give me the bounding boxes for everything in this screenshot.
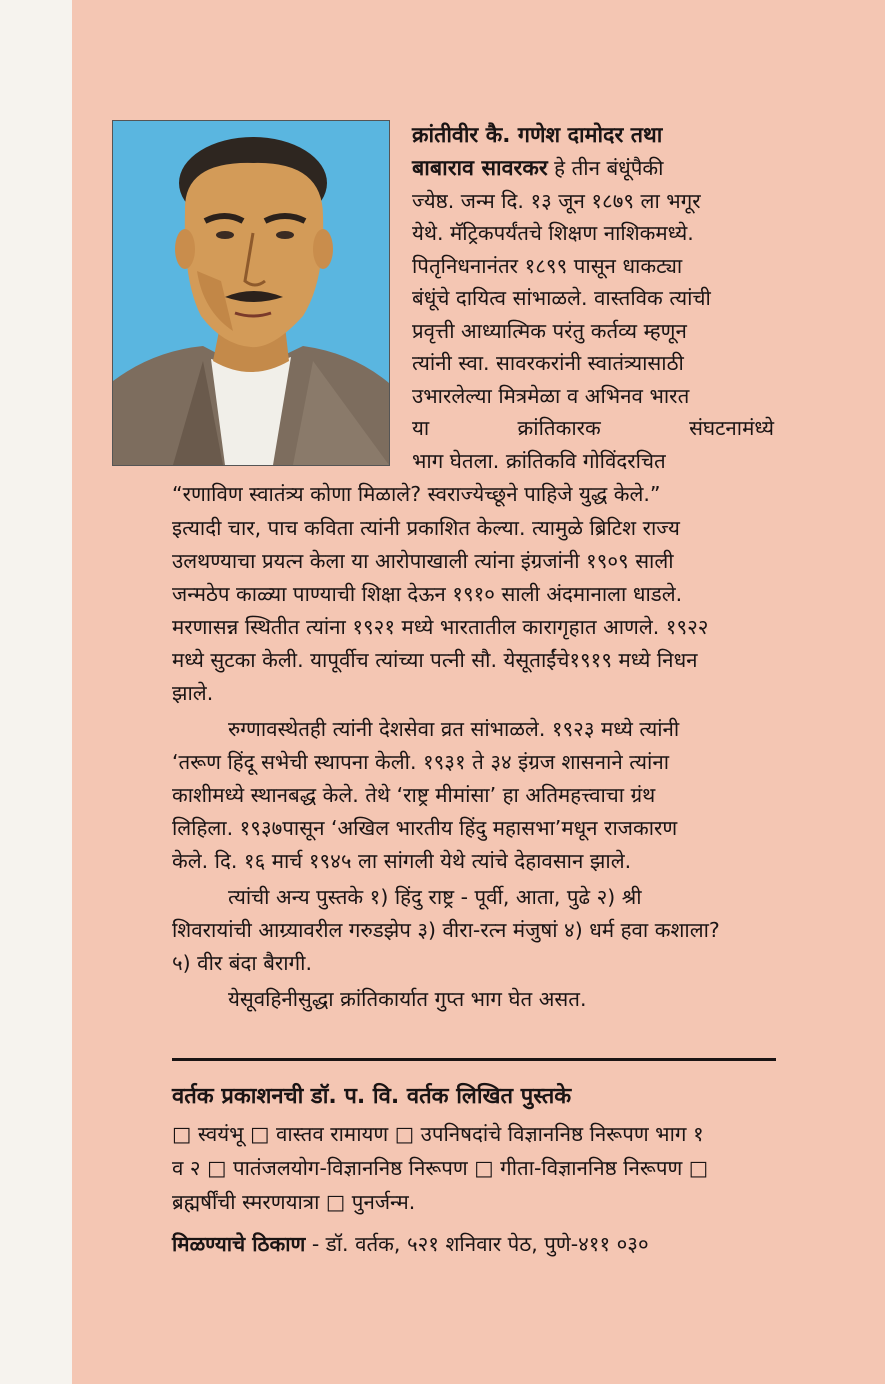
para2-line: ‘तरूण हिंदू सभेची स्थापना केली. १९३१ ते ३४ इंग्रज शासनाने त्यांना [172, 750, 670, 774]
intro-line: भाग घेतला. क्रांतिकवि गोविंदरचित [412, 449, 666, 473]
para1-line: जन्मठेप काळ्या पाण्याची शिक्षा देऊन १९१० साली अंदमानाला धाडले. [172, 582, 683, 606]
intro-line-rest: हे तीन बंधूंपैकी [547, 156, 664, 180]
para1-line: इत्यादी चार, पाच कविता त्यांनी प्रकाशित केल्या. त्यामुळे ब्रिटिश राज्य [172, 516, 680, 540]
address-text: - डॉ. वर्तक, ५२१ शनिवार पेठ, पुणे-४११ ०३० [305, 1232, 649, 1256]
books-heading: वर्तक प्रकाशनची डॉ. प. वि. वर्तक लिखित पुस्तके [172, 1084, 572, 1109]
intro-line: पितृनिधनानंतर १८९९ पासून धाकट्या [412, 254, 683, 278]
para1-line: मध्ये सुटका केली. यापूर्वीच त्यांच्या पत्नी सौ. येसूताईंचे१९१९ मध्ये निधन [172, 648, 698, 672]
intro-line [412, 412, 774, 445]
para1-line: मरणासन्न स्थितीत त्यांना १९२१ मध्ये भारतातील कारागृहात आणले. १९२२ [172, 615, 709, 639]
intro-line: क्रांतीवीर कै. गणेश दामोदर तथा [412, 123, 663, 148]
intro-line [412, 152, 663, 186]
para1-line: “रणाविण स्वातंत्र्य कोणा मिळाले? स्वराज्येच्छूने पाहिजे युद्ध केले.” [172, 482, 661, 506]
intro-line: बंधूंचे दायित्व सांभाळले. वास्तविक त्यांची [412, 286, 711, 310]
para2-line: काशीमध्ये स्थानबद्ध केले. तेथे ‘राष्ट्र मीमांसा’ हा अतिमहत्त्वाचा ग्रंथ [172, 783, 656, 807]
portrait-image [112, 120, 390, 466]
intro-line: ज्येष्ठ. जन्म दि. १३ जून १८७९ ला भगूर [412, 189, 701, 213]
intro-line: प्रवृत्ती आध्यात्मिक परंतु कर्तव्य म्हणून [412, 319, 687, 343]
word: संघटनामंध्ये [689, 416, 774, 440]
para2-line: केले. दि. १६ मार्च १९४५ ला सांगली येथे त्यांचे देहावसान झाले. [172, 849, 632, 873]
divider [172, 1058, 776, 1061]
para2-line: रुग्णावस्थेतही त्यांनी देशसेवा व्रत सांभाळले. १९२३ मध्ये त्यांनी [228, 717, 680, 741]
books-line: व २ □ पातंजलयोग-विज्ञाननिष्ठ निरूपण □ गीता-विज्ञाननिष्ठ निरूपण □ [172, 1156, 709, 1180]
books-line: ब्रह्मर्षींची स्मरणयात्रा □ पुनर्जन्म. [172, 1190, 416, 1214]
portrait-illustration [113, 121, 389, 465]
para3-line: त्यांची अन्य पुस्तके १) हिंदु राष्ट्र - पूर्वी, आता, पुढे २) श्री [228, 885, 642, 909]
word: या [412, 416, 430, 440]
subject-name: बाबाराव सावरकर [412, 156, 548, 181]
intro-line: त्यांनी स्वा. सावरकरांनी स्वातंत्र्यासाठी [412, 351, 684, 375]
para1-line: झाले. [172, 681, 214, 705]
para1-line: उलथण्याचा प्रयत्न केला या आरोपाखाली त्यांना इंग्रजांनी १९०९ साली [172, 549, 674, 573]
para3-line: शिवरायांची आग्र्यावरील गरुडझेप ३) वीरा-रत्न मंजुषां ४) धर्म हवा कशाला? [172, 918, 720, 942]
address-line [172, 1228, 649, 1261]
address-label: मिळण्याचे ठिकाण [172, 1232, 306, 1256]
para2-line: लिहिला. १९३७पासून ‘अखिल भारतीय हिंदु महासभा’मधून राजकारण [172, 816, 678, 840]
books-line: □ स्वयंभू □ वास्तव रामायण □ उपनिषदांचे विज्ञाननिष्ठ निरूपण भाग १ [172, 1122, 704, 1146]
para4-line: येसूवहिनीसुद्धा क्रांतिकार्यात गुप्त भाग घेत असत. [228, 987, 587, 1011]
intro-line: उभारलेल्या मित्रमेळा व अभिनव भारत [412, 384, 690, 408]
para3-line: ५) वीर बंदा बैरागी. [172, 951, 312, 975]
word: क्रांतिकारक [517, 416, 601, 440]
intro-line: येथे. मॅट्रिकपर्यंतचे शिक्षण नाशिकमध्ये. [412, 221, 694, 245]
